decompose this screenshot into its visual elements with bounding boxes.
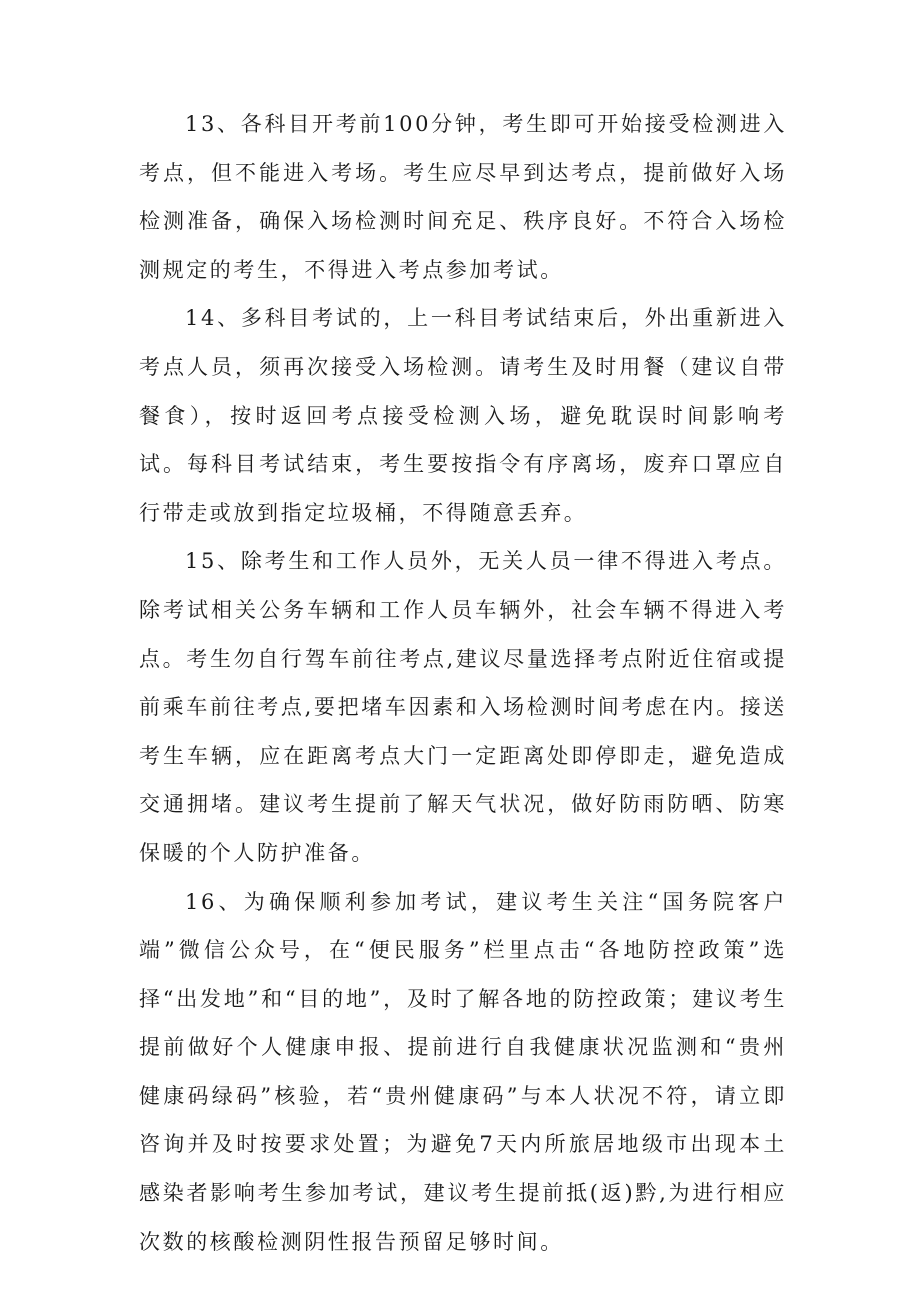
paragraph-13: 13、各科目开考前100分钟，考生即可开始接受检测进入考点，但不能进入考场。考生应尽早到达考点，提前做好入场检测准备，确保入场检测时间充足、秩序良好。不符合入场检测规定的考生，不得进入考点参加考试。	[139, 112, 787, 282]
paragraph-16: 16、为确保顺利参加考试，建议考生关注“国务院客户端”微信公众号，在“便民服务”栏里点击“各地防控政策”选择“出发地”和“目的地”，及时了解各地的防控政策；建议考生提前做好个人健康申报、提前进行自我健康状况监测和“贵州健康码绿码”核验，若“贵州健康码”与本人状况不符，请立即咨询并及时按要求处置；为避免7天内所旅居地级市出现本土感染者影响考生参加考试，建议考生提前抵(返)黔,为进行相应次数的核酸检测阴性报告预留足够时间。	[139, 889, 787, 1254]
paragraph-14: 14、多科目考试的，上一科目考试结束后，外出重新进入考点人员，须再次接受入场检测。请考生及时用餐（建议自带餐食），按时返回考点接受检测入场，避免耽误时间影响考试。每科目考试结束，考生要按指令有序离场，废弃口罩应自行带走或放到指定垃圾桶，不得随意丢弃。	[139, 306, 787, 525]
paragraph-15: 15、除考生和工作人员外，无关人员一律不得进入考点。除考试相关公务车辆和工作人员车辆外，社会车辆不得进入考点。考生勿自行驾车前往考点,建议尽量选择考点附近住宿或提前乘车前往考点,要把堵车因素和入场检测时间考虑在内。接送考生车辆，应在距离考点大门一定距离处即停即走，避免造成交通拥堵。建议考生提前了解天气状况，做好防雨防晒、防寒保暖的个人防护准备。	[139, 549, 787, 865]
document-body	[139, 100, 787, 1266]
